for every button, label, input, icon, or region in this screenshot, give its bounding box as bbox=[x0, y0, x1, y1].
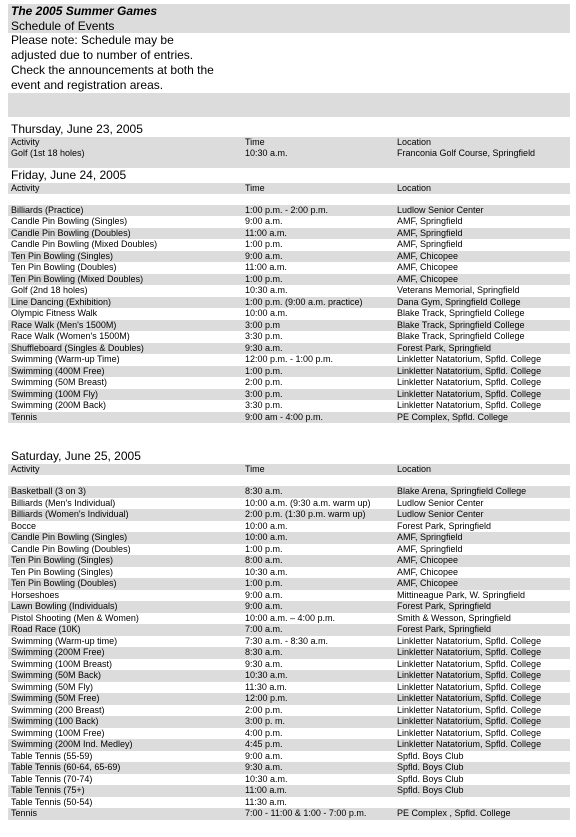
cell-location: Linkletter Natatorium, Spfld. College bbox=[397, 635, 542, 646]
column-header-row bbox=[8, 464, 570, 475]
cell-activity: Swimming (200M Back) bbox=[11, 400, 107, 410]
table-row bbox=[8, 636, 570, 648]
cell-time: 1:00 p.m. - 2:00 p.m. bbox=[245, 204, 329, 215]
cell-activity: Ten Pin Bowling (Singles) bbox=[11, 250, 114, 261]
cell-time: 8:30 a.m. bbox=[245, 486, 283, 496]
cell-activity: Swimming (100M Fly) bbox=[11, 388, 99, 399]
cell-location: AMF, Springfield bbox=[397, 543, 463, 554]
cell-activity: Billiards (Men's Individual) bbox=[11, 497, 116, 508]
blank-row bbox=[8, 194, 570, 205]
column-header-location: Location bbox=[397, 137, 432, 147]
cell-activity: Swimming (50M Fly) bbox=[11, 681, 94, 692]
day-heading: Friday, June 24, 2005 bbox=[11, 167, 127, 182]
day-section bbox=[8, 168, 570, 424]
table-row bbox=[8, 148, 570, 160]
table-row bbox=[8, 728, 570, 740]
cell-activity: Table Tennis (60-64, 65-69) bbox=[11, 762, 121, 772]
cell-time: 9:00 am - 4:00 p.m. bbox=[245, 411, 324, 422]
table-row bbox=[8, 285, 570, 297]
day-section bbox=[8, 122, 570, 160]
cell-activity: Candle Pin Bowling (Singles) bbox=[11, 216, 128, 226]
cell-time: 9:00 a.m. bbox=[245, 216, 283, 226]
cell-location: Spfld. Boys Club bbox=[397, 773, 464, 784]
cell-location bbox=[397, 797, 570, 809]
cell-time: 2:00 p.m. bbox=[245, 704, 283, 715]
table-row bbox=[8, 532, 570, 544]
cell-activity: Swimming (Warm-up time) bbox=[11, 635, 118, 646]
table-row bbox=[8, 412, 570, 424]
cell-activity: Ten Pin Bowling (Doubles) bbox=[11, 262, 117, 272]
cell-location: Ludlow Senior Center bbox=[397, 204, 484, 215]
cell-activity: Line Dancing (Exhibition) bbox=[11, 296, 112, 307]
cell-activity: Ten Pin Bowling (Singles) bbox=[11, 566, 114, 577]
cell-time: 11:00 a.m. bbox=[245, 227, 287, 238]
cell-time: 11:30 a.m. bbox=[245, 796, 287, 807]
table-row bbox=[8, 567, 570, 579]
day-section bbox=[8, 449, 570, 820]
table-row bbox=[8, 331, 570, 343]
table-row bbox=[8, 601, 570, 613]
table-row bbox=[8, 613, 570, 625]
column-header-location: Location bbox=[397, 464, 432, 474]
cell-location: AMF, Springfield bbox=[397, 227, 463, 238]
column-header-activity: Activity bbox=[11, 137, 40, 147]
table-row bbox=[8, 739, 570, 751]
table-row bbox=[8, 377, 570, 389]
cell-location: Spfld. Boys Club bbox=[397, 785, 464, 795]
table-row bbox=[8, 262, 570, 274]
cell-location: Linkletter Natatorium, Spfld. College bbox=[397, 354, 542, 364]
cell-time: 3:30 p.m. bbox=[245, 331, 283, 341]
column-header-time: Time bbox=[245, 464, 265, 474]
table-row bbox=[8, 205, 570, 217]
cell-activity: Golf (1st 18 holes) bbox=[11, 148, 85, 158]
table-row bbox=[8, 297, 570, 309]
cell-activity: Swimming (200M Free) bbox=[11, 647, 105, 657]
cell-activity: Table Tennis (75+) bbox=[11, 785, 85, 795]
cell-activity: Ten Pin Bowling (Singles) bbox=[11, 555, 114, 565]
cell-activity: Swimming (100 Back) bbox=[11, 716, 99, 726]
cell-time: 12:00 p.m. - 1:00 p.m. bbox=[245, 354, 334, 364]
note-line: Check the announcements at both the bbox=[11, 63, 214, 77]
cell-time: 7:00 - 11:00 & 1:00 - 7:00 p.m. bbox=[245, 808, 367, 818]
cell-time: 3:00 p. m. bbox=[245, 716, 286, 726]
cell-location: Linkletter Natatorium, Spfld. College bbox=[397, 727, 542, 738]
cell-time: 1:00 p.m. (9:00 a.m. practice) bbox=[245, 296, 363, 307]
cell-time: 2:00 p.m. (1:30 p.m. warm up) bbox=[245, 509, 366, 519]
cell-activity: Swimming (200 Breast) bbox=[11, 704, 105, 715]
cell-location: Ludlow Senior Center bbox=[397, 509, 484, 519]
table-row bbox=[8, 389, 570, 401]
cell-location: Spfld. Boys Club bbox=[397, 762, 464, 772]
cell-location: Franconia Golf Course, Springfield bbox=[397, 148, 536, 158]
cell-time: 1:00 p.m. bbox=[245, 543, 283, 554]
cell-time: 3:00 p.m bbox=[245, 319, 281, 330]
cell-location: Blake Arena, Springfield College bbox=[397, 486, 527, 496]
cell-activity: Candle Pin Bowling (Mixed Doubles) bbox=[11, 239, 158, 249]
cell-location: Blake Track, Springfield College bbox=[397, 308, 525, 318]
cell-location: AMF, Chicopee bbox=[397, 555, 459, 565]
cell-activity: Swimming (50M Breast) bbox=[11, 377, 108, 387]
cell-time: 1:00 p.m. bbox=[245, 365, 283, 376]
cell-location: Ludlow Senior Center bbox=[397, 497, 484, 508]
cell-time: 3:00 p.m. bbox=[245, 388, 283, 399]
cell-activity: Swimming (Warm-up Time) bbox=[11, 354, 120, 364]
cell-location: Linkletter Natatorium, Spfld. College bbox=[397, 670, 542, 680]
cell-location: PE Complex , Spfld. College bbox=[397, 808, 511, 818]
table-row bbox=[8, 716, 570, 728]
cell-activity: Candle Pin Bowling (Doubles) bbox=[11, 227, 131, 238]
cell-location: Linkletter Natatorium, Spfld. College bbox=[397, 400, 542, 410]
cell-activity: Tennis bbox=[11, 411, 38, 422]
cell-activity: Table Tennis (55-59) bbox=[11, 750, 93, 761]
cell-activity: Golf (2nd 18 holes) bbox=[11, 285, 88, 295]
table-row bbox=[8, 578, 570, 590]
cell-location: Linkletter Natatorium, Spfld. College bbox=[397, 716, 542, 726]
schedule-sheet bbox=[8, 4, 570, 820]
cell-location: Linkletter Natatorium, Spfld. College bbox=[397, 704, 542, 715]
section-spacer bbox=[8, 423, 570, 449]
cell-location: Dana Gym, Springfield College bbox=[397, 296, 521, 307]
cell-activity: Bocce bbox=[11, 520, 37, 531]
cell-location: Linkletter Natatorium, Spfld. College bbox=[397, 658, 542, 669]
cell-location: Linkletter Natatorium, Spfld. College bbox=[397, 365, 542, 376]
table-row bbox=[8, 785, 570, 797]
table-row bbox=[8, 762, 570, 774]
cell-activity: Swimming (100M Free) bbox=[11, 727, 105, 738]
table-row bbox=[8, 216, 570, 228]
cell-time: 10:00 a.m. bbox=[245, 308, 288, 318]
cell-location: Linkletter Natatorium, Spfld. College bbox=[397, 739, 542, 749]
cell-time: 11:00 a.m. bbox=[245, 262, 287, 272]
day-heading: Saturday, June 25, 2005 bbox=[11, 449, 141, 463]
table-row bbox=[8, 705, 570, 717]
table-row bbox=[8, 498, 570, 510]
cell-location: Spfld. Boys Club bbox=[397, 750, 464, 761]
cell-activity: Lawn Bowling (Individuals) bbox=[11, 601, 118, 611]
cell-location: AMF, Chicopee bbox=[397, 578, 459, 588]
column-header-activity: Activity bbox=[11, 464, 40, 474]
blank-row bbox=[8, 475, 570, 486]
cell-activity: Candle Pin Bowling (Singles) bbox=[11, 532, 128, 542]
cell-time: 9:30 a.m. bbox=[245, 658, 283, 669]
column-header-location: Location bbox=[397, 182, 432, 193]
section-spacer bbox=[8, 160, 570, 168]
table-row bbox=[8, 320, 570, 332]
cell-location: Forest Park, Springfield bbox=[397, 601, 492, 611]
cell-activity: Pistol Shooting (Men & Women) bbox=[11, 612, 139, 623]
cell-time: 1:00 p.m. bbox=[245, 578, 283, 588]
table-row bbox=[8, 509, 570, 521]
cell-time: 9:00 a.m. bbox=[245, 750, 283, 761]
cell-location: AMF, Chicopee bbox=[397, 566, 459, 577]
table-row bbox=[8, 751, 570, 763]
table-row bbox=[8, 682, 570, 694]
table-row bbox=[8, 774, 570, 786]
note-line: event and registration areas. bbox=[11, 78, 164, 92]
column-header-time: Time bbox=[245, 182, 265, 193]
cell-location: Forest Park, Springfield bbox=[397, 520, 492, 531]
cell-time: 2:00 p.m. bbox=[245, 377, 283, 387]
cell-activity: Swimming (50M Free) bbox=[11, 693, 100, 703]
cell-time: 3:30 p.m. bbox=[245, 400, 283, 410]
cell-location: AMF, Chicopee bbox=[397, 262, 459, 272]
cell-activity: Swimming (100M Breast) bbox=[11, 658, 113, 669]
cell-location: Linkletter Natatorium, Spfld. College bbox=[397, 693, 542, 703]
cell-time: 4:45 p.m. bbox=[245, 739, 283, 749]
column-header-row bbox=[8, 183, 570, 194]
cell-time: 9:00 a.m. bbox=[245, 589, 283, 600]
column-header-time: Time bbox=[245, 137, 265, 147]
cell-time: 10:30 a.m. bbox=[245, 566, 288, 577]
document-subtitle: Schedule of Events bbox=[11, 19, 115, 33]
cell-activity: Billiards (Practice) bbox=[11, 204, 84, 215]
column-header-activity: Activity bbox=[11, 182, 40, 193]
cell-time: 10:30 a.m. bbox=[245, 670, 288, 680]
cell-time: 7:00 a.m. bbox=[245, 624, 283, 634]
table-row bbox=[8, 228, 570, 240]
table-row bbox=[8, 555, 570, 567]
table-row bbox=[8, 659, 570, 671]
cell-activity: Swimming (400M Free) bbox=[11, 365, 105, 376]
cell-time: 8:30 a.m. bbox=[245, 647, 283, 657]
cell-activity: Ten Pin Bowling (Doubles) bbox=[11, 578, 117, 588]
cell-time: 9:30 a.m. bbox=[245, 762, 283, 772]
cell-time: 10:30 a.m. bbox=[245, 285, 288, 295]
cell-location: AMF, Springfield bbox=[397, 216, 463, 226]
document-title: The 2005 Summer Games bbox=[11, 4, 158, 18]
cell-activity: Road Race (10K) bbox=[11, 624, 81, 634]
day-heading: Thursday, June 23, 2005 bbox=[11, 122, 143, 136]
column-header-row bbox=[8, 137, 570, 148]
cell-activity: Horseshoes bbox=[11, 589, 60, 600]
cell-time: 9:00 a.m. bbox=[245, 601, 283, 611]
cell-activity: Race Walk (Men's 1500M) bbox=[11, 319, 117, 330]
note-line: adjusted due to number of entries. bbox=[11, 48, 194, 62]
table-row bbox=[8, 354, 570, 366]
table-row bbox=[8, 486, 570, 498]
table-row bbox=[8, 521, 570, 533]
cell-activity: Candle Pin Bowling (Doubles) bbox=[11, 543, 131, 554]
cell-location: Forest Park, Springfield bbox=[397, 342, 492, 353]
cell-location: Linkletter Natatorium, Spfld. College bbox=[397, 647, 542, 657]
cell-activity: Ten Pin Bowling (Mixed Doubles) bbox=[11, 273, 144, 284]
cell-activity: Basketball (3 on 3) bbox=[11, 486, 87, 496]
header-spacer bbox=[8, 93, 570, 117]
cell-activity: Shuffleboard (Singles & Doubles) bbox=[11, 342, 144, 353]
table-row bbox=[8, 544, 570, 556]
note-line: Please note: Schedule may be bbox=[11, 33, 174, 47]
cell-location: AMF, Springfield bbox=[397, 239, 463, 249]
cell-time: 12:00 p.m. bbox=[245, 693, 288, 703]
cell-time: 8:00 a.m. bbox=[245, 555, 283, 565]
cell-location: Smith & Wesson, Springfield bbox=[397, 612, 511, 623]
table-row bbox=[8, 251, 570, 263]
cell-time: 10:30 a.m. bbox=[245, 148, 288, 158]
table-row bbox=[8, 647, 570, 659]
cell-activity: Swimming (50M Back) bbox=[11, 670, 102, 680]
cell-time: 7:30 a.m. - 8:30 a.m. bbox=[245, 635, 329, 646]
cell-location: Linkletter Natatorium, Spfld. College bbox=[397, 377, 542, 387]
header-block bbox=[8, 4, 570, 33]
cell-location: PE Complex, Spfld. College bbox=[397, 411, 509, 422]
cell-activity: Olympic Fitness Walk bbox=[11, 308, 98, 318]
cell-time: 4:00 p.m. bbox=[245, 727, 283, 738]
cell-time: 10:30 a.m. bbox=[245, 773, 288, 784]
cell-location: Linkletter Natatorium, Spfld. College bbox=[397, 681, 542, 692]
cell-activity: Table Tennis (50-54) bbox=[11, 796, 93, 807]
cell-activity: Billiards (Women's Individual) bbox=[11, 509, 129, 519]
cell-time: 10:00 a.m. bbox=[245, 520, 288, 531]
cell-time: 10:00 a.m. bbox=[245, 532, 288, 542]
table-row bbox=[8, 624, 570, 636]
cell-time: 11:30 a.m. bbox=[245, 681, 287, 692]
table-row bbox=[8, 797, 570, 809]
cell-time: 10:00 a.m. (9:30 a.m. warm up) bbox=[245, 497, 371, 508]
table-row bbox=[8, 239, 570, 251]
cell-activity: Tennis bbox=[11, 808, 38, 818]
cell-time: 9:30 a.m. bbox=[245, 342, 283, 353]
cell-location: Veterans Memorial, Springfield bbox=[397, 285, 520, 295]
cell-location: AMF, Chicopee bbox=[397, 250, 459, 261]
cell-location: AMF, Springfield bbox=[397, 532, 463, 542]
cell-time: 10:00 a.m. – 4:00 p.m. bbox=[245, 612, 336, 623]
cell-activity: Race Walk (Women's 1500M) bbox=[11, 331, 130, 341]
cell-location: Blake Track, Springfield College bbox=[397, 319, 525, 330]
table-row bbox=[8, 693, 570, 705]
cell-location: Blake Track, Springfield College bbox=[397, 331, 525, 341]
table-row bbox=[8, 274, 570, 286]
cell-location: Mittineague Park, W. Springfield bbox=[397, 589, 526, 600]
cell-time: 9:00 a.m. bbox=[245, 250, 283, 261]
table-row bbox=[8, 590, 570, 602]
cell-time: 1:00 p.m. bbox=[245, 239, 283, 249]
schedule-note bbox=[8, 33, 570, 93]
days-container bbox=[8, 122, 570, 820]
table-row bbox=[8, 670, 570, 682]
cell-location: Linkletter Natatorium, Spfld. College bbox=[397, 388, 542, 399]
table-row bbox=[8, 400, 570, 412]
table-row bbox=[8, 366, 570, 378]
cell-location: AMF, Chicopee bbox=[397, 273, 459, 284]
cell-time: 11:00 a.m. bbox=[245, 785, 287, 795]
table-row bbox=[8, 808, 570, 820]
table-row bbox=[8, 308, 570, 320]
table-row bbox=[8, 343, 570, 355]
cell-activity: Swimming (200M Ind. Medley) bbox=[11, 739, 133, 749]
cell-time: 1:00 p.m. bbox=[245, 273, 283, 284]
cell-activity: Table Tennis (70-74) bbox=[11, 773, 93, 784]
cell-location: Forest Park, Springfield bbox=[397, 624, 492, 634]
